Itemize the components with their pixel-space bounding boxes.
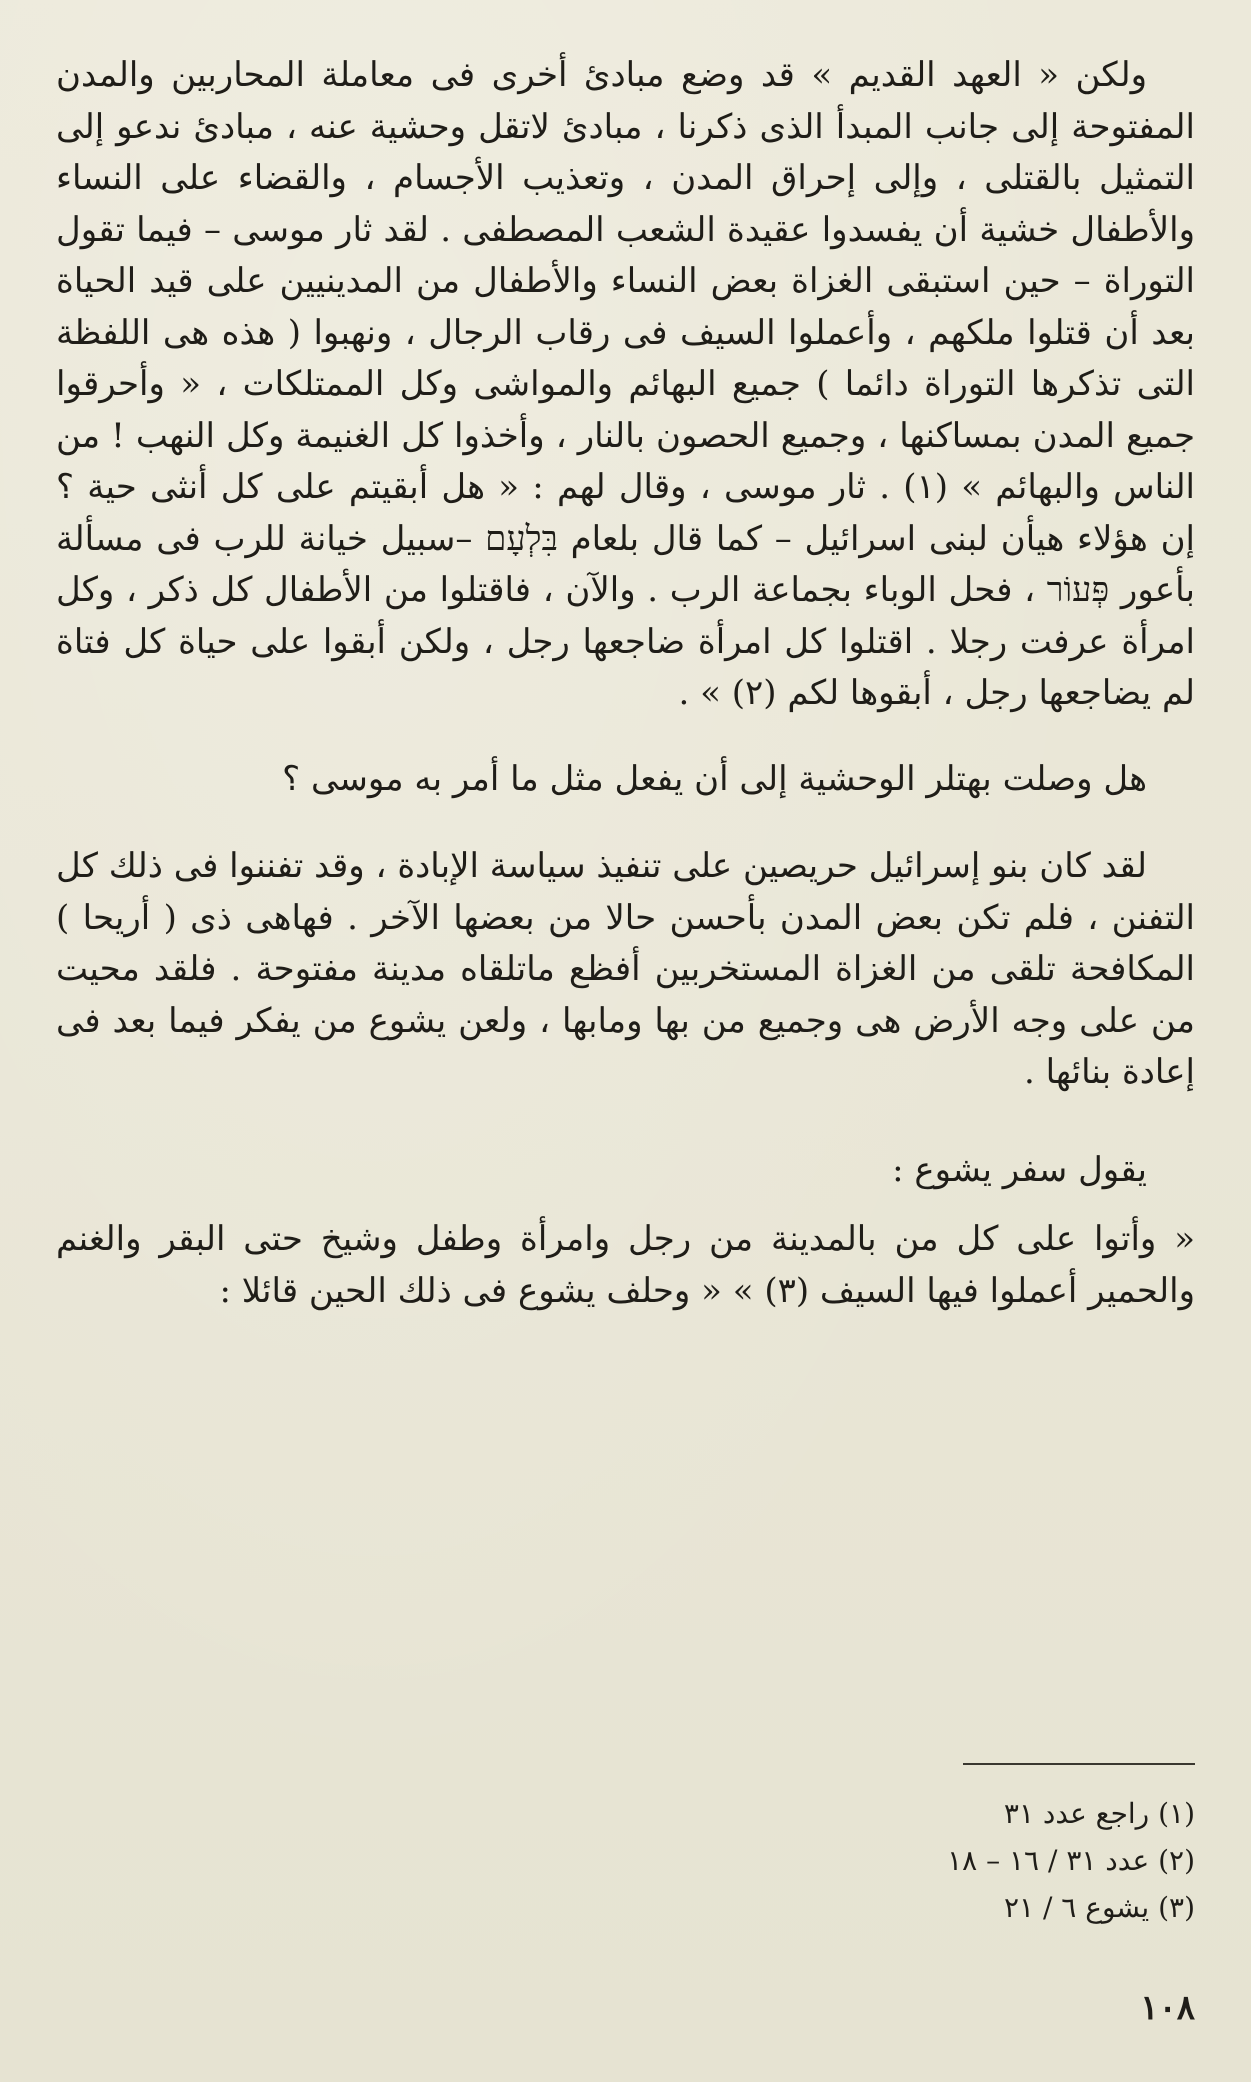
footnotes: [595, 1790, 1195, 1931]
footnote-3: (٣) يشوع ٦ / ٢١: [1003, 1891, 1195, 1924]
paragraph-old-testament-principles: ولكن « العهد القديم » قد وضع مبادئ أخرى فى معاملة المحاربين والمدن المفتوحة إلى جانب المبدأ الذى ذكرنا ، مبادئ لاتقل وحشية عنه ، مبادئ ندعو إلى التمثيل بالقتلى ، وإلى إحراق المدن ، وتعذيب الأجسام ، والقضاء على النساء والأطفال خشية أن يفسدوا عقيدة الشعب المصطفى . لقد ثار موسى – فيما تقول التوراة – حين استبقى الغزاة بعض النساء والأطفال من المدينيين على قيد الحياة بعد أن قتلوا ملكهم ، وأعملوا السيف فى رقاب الرجال ، ونهبوا ( هذه هى اللفظة التى تذكرها التوراة دائما ) جميع البهائم والمواشى وكل الممتلكات ، « وأحرقوا جميع المدن بمساكنها ، وجميع الحصون بالنار ، وأخذوا كل الغنيمة وكل النهب ! من الناس والبهائم » (١) . ثار موسى ، وقال لهم : « هل أبقيتم على كل أنثى حية ؟ إن هؤلاء هيأن لبنى اسرائيل – كما قال بلعام בִּלְעָם –سبيل خيانة للرب فى مسألة بأعور פְּעוֹר ، فحل الوباء بجماعة الرب . والآن ، فاقتلوا من الأطفال كل ذكر ، وكل امرأة عرفت رجلا . اقتلوا كل امرأة ضاجعها رجل ، ولكن أبقوا على حياة كل فتاة لم يضاجعها رجل ، أبقوها لكم (٢) » .: [56, 55, 1195, 713]
body-text: [56, 50, 1195, 1317]
paragraph-joshua-quote: « وأتوا على كل من بالمدينة من رجل وامرأة وطفل وشيخ حتى البقر والغنم والحمير أعملوا فيها السيف (٣) » « وحلف يشوع فى ذلك الحين قائلا :: [56, 1219, 1195, 1311]
footnote-2: (٢) عدد ٣١ / ١٦ – ١٨: [947, 1844, 1195, 1877]
footnote-divider: [963, 1763, 1195, 1765]
paragraph-hitler-question: هل وصلت بهتلر الوحشية إلى أن يفعل مثل ما أمر به موسى ؟: [282, 758, 1147, 799]
footnote-1: (١) راجع عدد ٣١: [1003, 1797, 1195, 1830]
page-number: ١٠٨: [1140, 1988, 1195, 2028]
paragraph-book-of-joshua-intro: يقول سفر يشوع :: [892, 1149, 1147, 1190]
paragraph-extermination-policy: لقد كان بنو إسرائيل حريصين على تنفيذ سياسة الإبادة ، وقد تفننوا فى ذلك كل التفنن ، فلم تكن بعض المدن بأحسن حالا من بعضها الآخر . فهاهى ذى ( أريحا ) المكافحة تلقى من الغزاة المستخربين أفظع ماتلقاه مدينة مفتوحة . فلقد محيت من على وجه الأرض هى وجميع من بها ومابها ، ولعن يشوع من يفكر فيما بعد فى إعادة بنائها .: [56, 846, 1195, 1092]
